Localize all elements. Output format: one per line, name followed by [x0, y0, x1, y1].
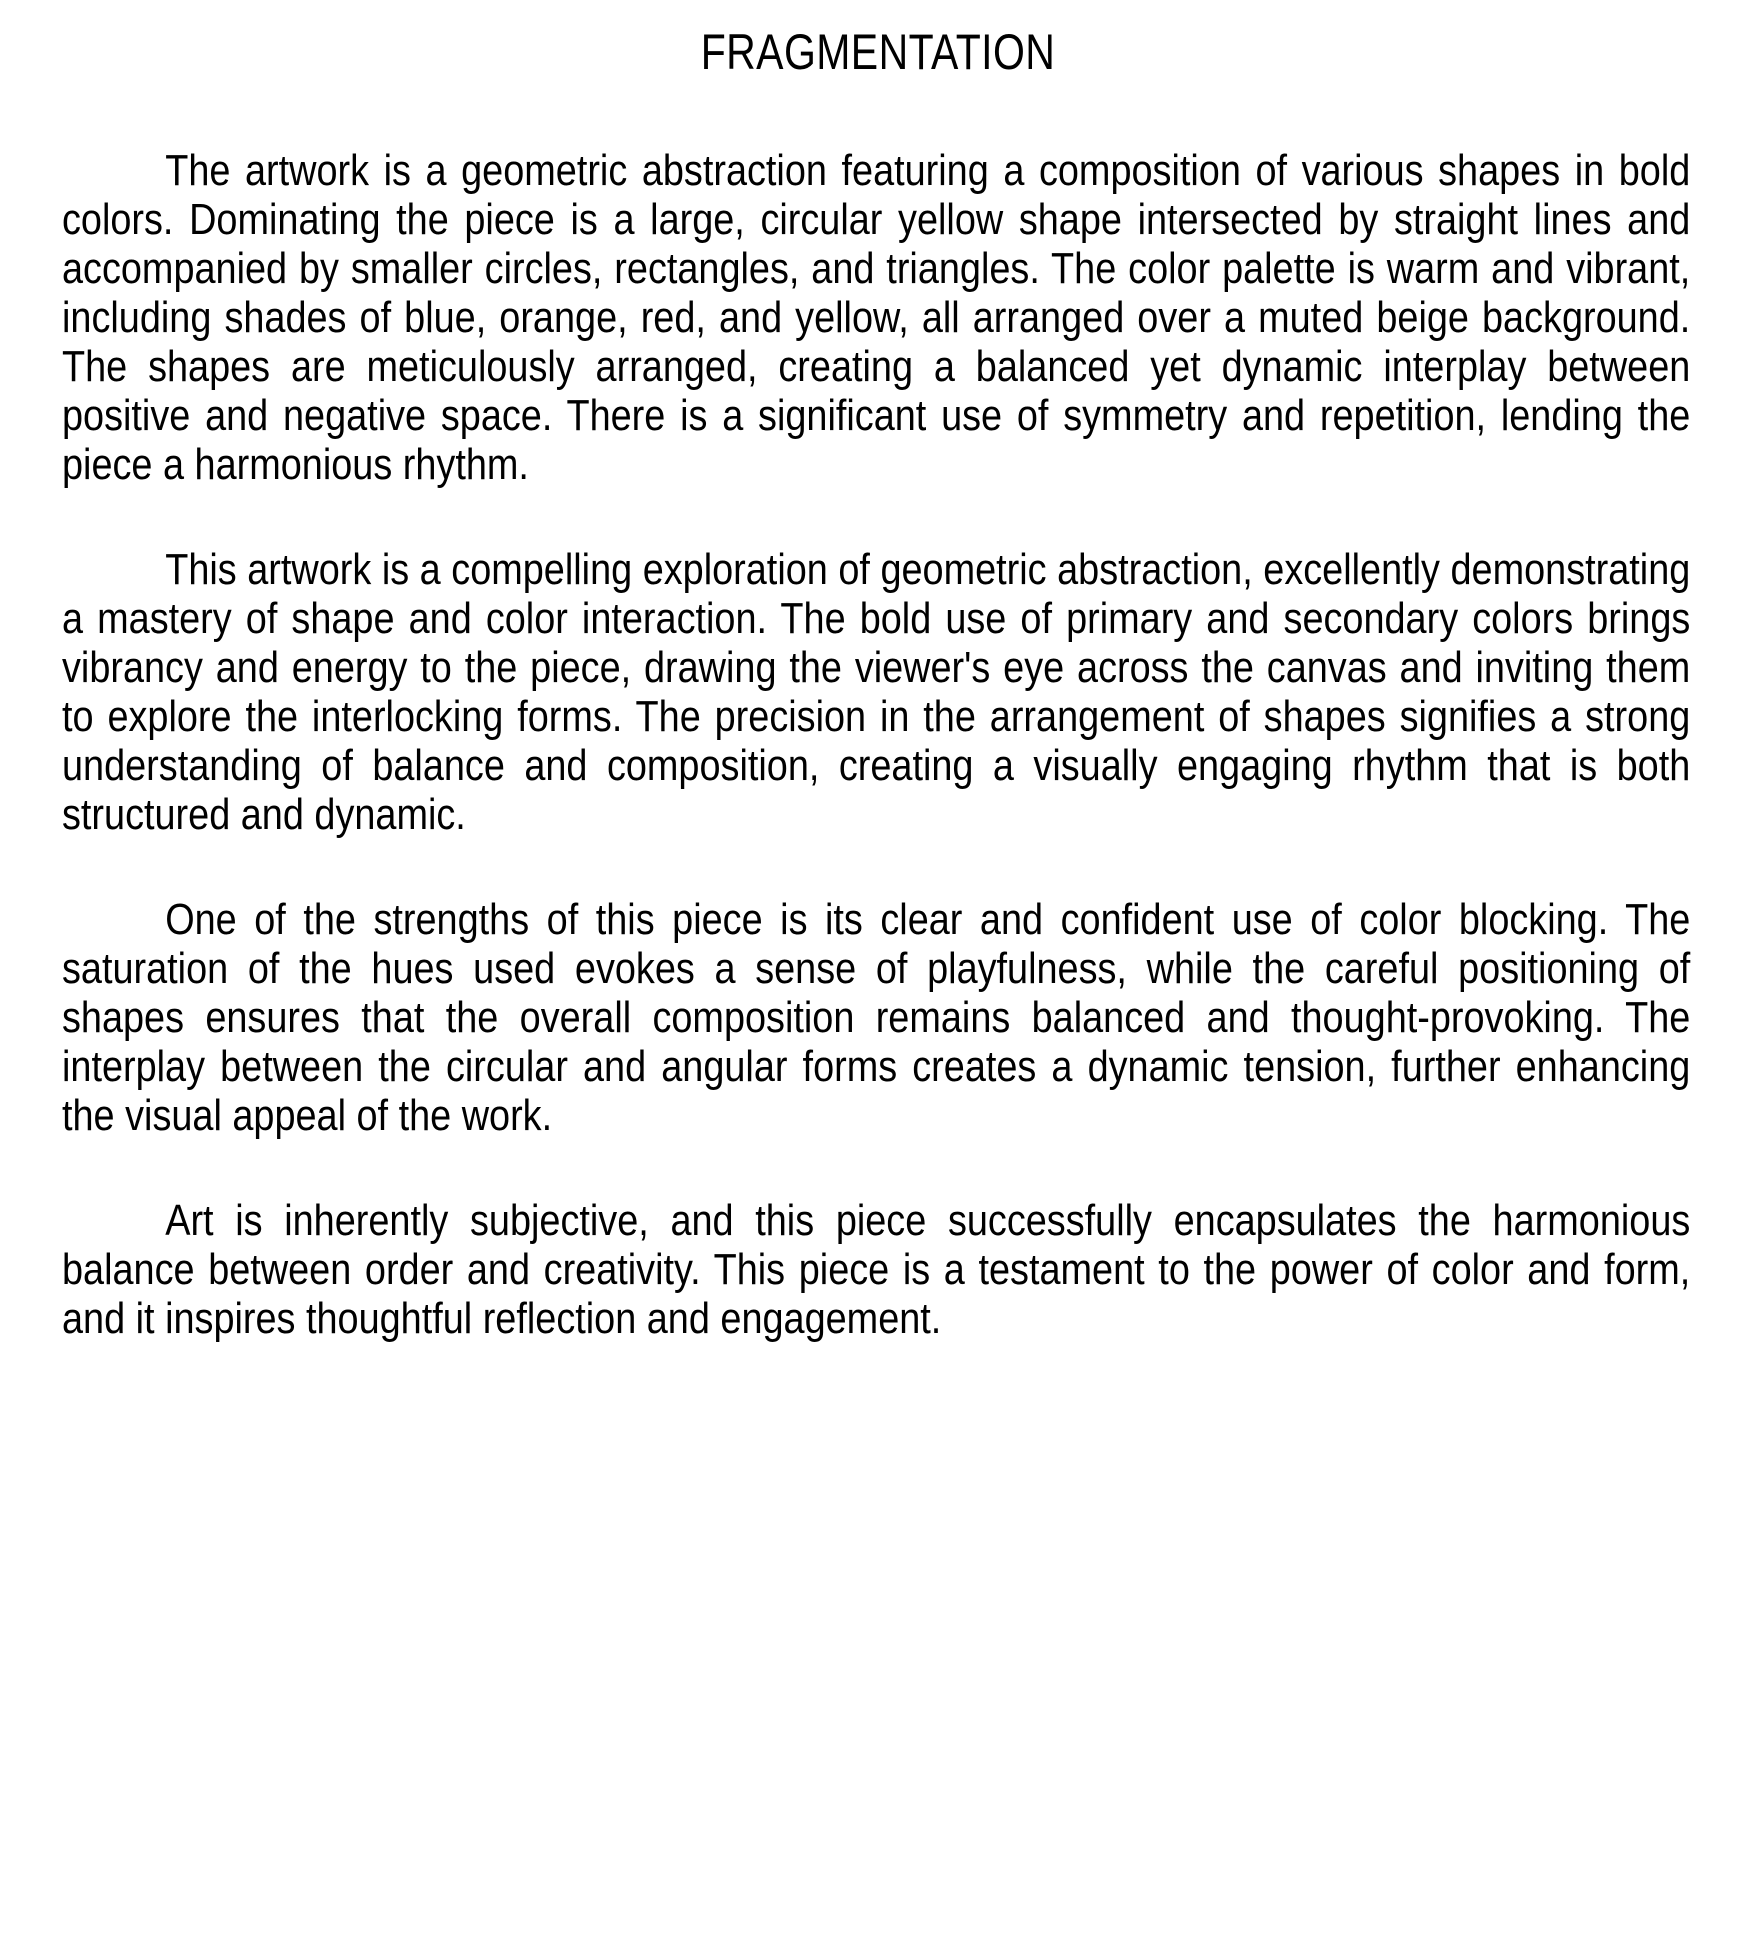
paragraph-strengths: One of the strengths of this piece is its clear and confident use of color blocking. The saturation of the hues used evokes a sense of playfulness, while the careful positioning of shapes ensures that the overall composition remains balanced and thought-provoking. The interplay between the circular and angular forms creates a dynamic tension, further enhancing the visual appeal of the work.	[62, 895, 1691, 1140]
page-title: FRAGMENTATION	[700, 24, 1056, 80]
paragraph-conclusion: Art is inherently subjective, and this piece successfully encapsulates the harmonious balance between order and creativity. This piece is a testament to the power of color and form, and it inspires thoughtful reflection and engagement.	[62, 1196, 1691, 1343]
document-body	[0, 146, 1756, 1343]
paragraph-analysis: This artwork is a compelling exploration of geometric abstraction, excellently demonstrating a mastery of shape and color interaction. The bold use of primary and secondary colors brings vibrancy and energy to the piece, drawing the viewer's eye across the canvas and inviting them to explore the interlocking forms. The precision in the arrangement of shapes signifies a strong understanding of balance and composition, creating a visually engaging rhythm that is both structured and dynamic.	[62, 545, 1691, 839]
paragraph-description: The artwork is a geometric abstraction featuring a composition of various shapes in bold colors. Dominating the piece is a large, circular yellow shape intersected by straight lines and accompanied by smaller circles, rectangles, and triangles. The color palette is warm and vibrant, including shades of blue, orange, red, and yellow, all arranged over a muted beige background. The shapes are meticulously arranged, creating a balanced yet dynamic interplay between positive and negative space. There is a significant use of symmetry and repetition, lending the piece a harmonious rhythm.	[62, 146, 1691, 489]
